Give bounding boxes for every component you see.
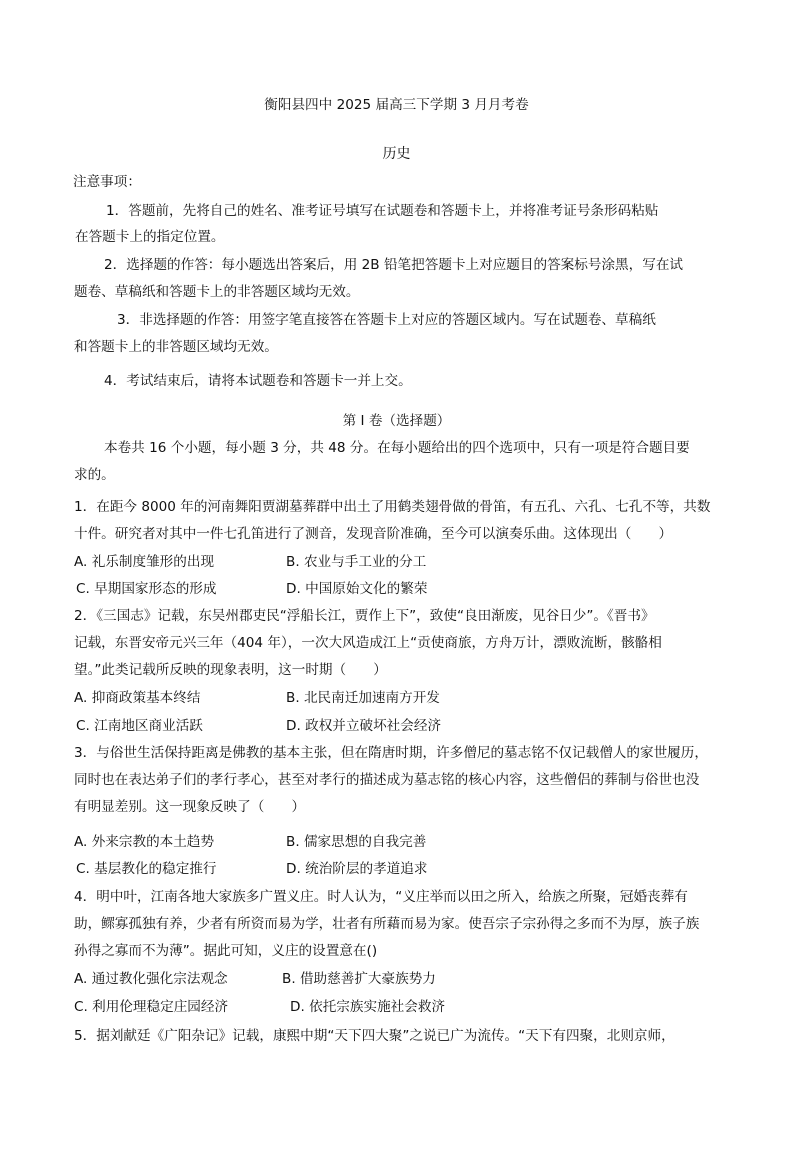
question-stem: 望。”此类记载所反映的现象表明，这一时期（ ） (74, 662, 387, 678)
option-d[interactable]: D. 政权并立破坏社会经济 (286, 718, 442, 734)
exam-title: 衡阳县四中 2025 届高三下学期 3 月月考卷 (264, 97, 529, 113)
option-a[interactable]: A. 礼乐制度雏形的出现 (74, 554, 215, 570)
question-stem: 5．据刘献廷《广阳杂记》记载，康熙中期“天下四大聚”之说已广为流传。“天下有四聚，北则京师， (74, 1028, 675, 1044)
option-c[interactable]: C. 早期国家形态的形成 (76, 581, 217, 597)
option-a[interactable]: A. 抑商政策基本终结 (74, 690, 201, 706)
option-b[interactable]: B. 农业与手工业的分工 (286, 554, 427, 570)
question-stem: 助，鳏寡孤独有养，少者有所资而易为学，壮者有所藉而易为家。使吾宗子宗孙得之多而不为厚，族子族 (74, 916, 700, 932)
option-c[interactable]: C. 基层教化的稳定推行 (76, 861, 217, 877)
option-d[interactable]: D. 中国原始文化的繁荣 (286, 581, 428, 597)
notice-line: 2．选择题的作答：每小题选出答案后，用 2B 铅笔把答题卡上对应题目的答案标号涂黑，写在试 (104, 257, 684, 273)
question-stem: 有明显差别。这一现象反映了（ ） (74, 799, 306, 815)
notice-line: 题卷、草稿纸和答题卡上的非答题区域均无效。 (74, 284, 360, 300)
subject-title: 历史 (382, 146, 411, 162)
option-b[interactable]: B. 借助慈善扩大豪族势力 (282, 971, 436, 987)
question-stem: 孙得之寡而不为薄”。据此可知，义庄的设置意在() (74, 943, 378, 959)
notice-line: 4．考试结束后，请将本试题卷和答题卡一并上交。 (104, 373, 412, 389)
section-intro: 求的。 (74, 467, 115, 483)
option-b[interactable]: B. 北民南迁加速南方开发 (286, 690, 440, 706)
notice-line: 3．非选择题的作答：用签字笔直接答在答题卡上对应的答题区域内。写在试题卷、草稿纸 (117, 312, 656, 328)
question-stem: 2．《三国志》记载，东吴州郡吏民“浮船长江，贾作上下”，致使“良田渐废，见谷日少”。《晋书》 (74, 608, 655, 624)
option-d[interactable]: D. 统治阶层的孝道追求 (286, 861, 428, 877)
question-stem: 4．明中叶，江南各地大家族多广置义庄。时人认为，“义庄举而以田之所入，给族之所聚，冠婚丧葬有 (74, 889, 688, 905)
notice-line: 在答题卡上的指定位置。 (75, 229, 225, 245)
question-stem: 3．与俗世生活保持距离是佛教的基本主张，但在隋唐时期，许多僧尼的墓志铭不仅记载僧人的家世履历， (74, 745, 708, 761)
notice-line: 1．答题前，先将自己的姓名、准考证号填写在试题卷和答题卡上，并将准考证号条形码粘贴 (106, 203, 659, 219)
option-a[interactable]: A. 通过教化强化宗法观念 (74, 971, 228, 987)
question-stem: 1．在距今 8000 年的河南舞阳贾湖墓葬群中出土了用鹤类翅骨做的骨笛，有五孔、六孔、七孔不等，共数 (74, 499, 711, 515)
question-stem: 十件。研究者对其中一件七孔笛进行了测音，发现音阶准确，至今可以演奏乐曲。这体现出（ ） (74, 526, 673, 542)
notice-heading: 注意事项： (73, 174, 141, 190)
option-c[interactable]: C. 利用伦理稳定庄园经济 (74, 999, 229, 1015)
option-c[interactable]: C. 江南地区商业活跃 (76, 718, 203, 734)
question-stem: 记载，东晋安帝元兴三年（404 年），一次大风造成江上“贡使商旅，方舟万计，漂败流断，骸骼相 (74, 635, 662, 651)
option-a[interactable]: A. 外来宗教的本土趋势 (74, 834, 215, 850)
option-d[interactable]: D. 依托宗族实施社会救济 (290, 999, 446, 1015)
notice-line: 和答题卡上的非答题区域均无效。 (74, 339, 278, 355)
option-b[interactable]: B. 儒家思想的自我完善 (286, 834, 427, 850)
section-title: 第 I 卷（选择题） (342, 413, 451, 429)
question-stem: 同时也在表达弟子们的孝行孝心，甚至对孝行的描述成为墓志铭的核心内容，这些僧侣的葬制与俗世也没 (74, 772, 700, 788)
section-intro: 本卷共 16 个小题，每小题 3 分，共 48 分。在每小题给出的四个选项中，只有一项是符合题目要 (104, 440, 690, 456)
